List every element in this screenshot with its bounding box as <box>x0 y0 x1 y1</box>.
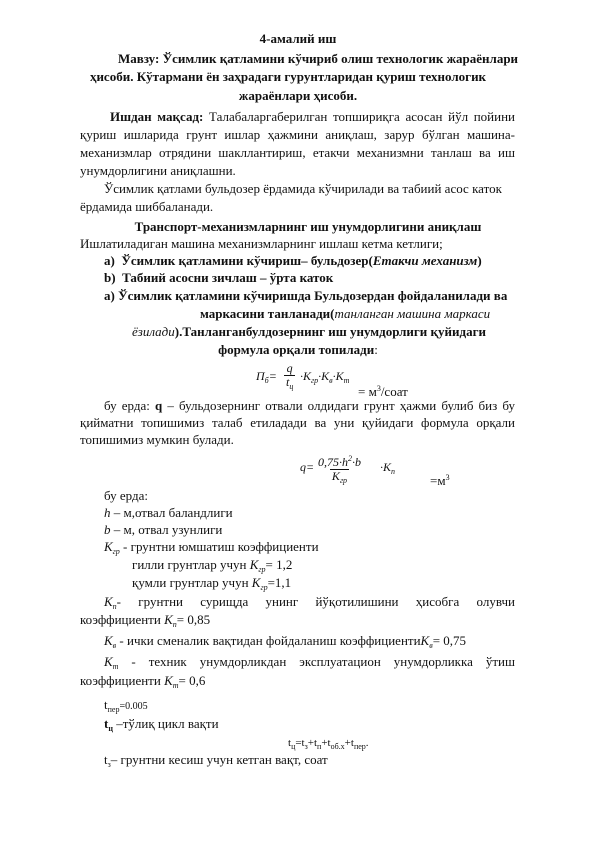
purpose-line-1: Ишдан мақсад: Талабаларгаберилган топшириқга асосан йўл пойини <box>110 109 515 124</box>
tper-value: $t_{пер}=0.005$ <box>104 697 148 714</box>
list-item-b: b) Табиий асосни зичлаш – ўрта каток <box>104 270 334 285</box>
para2-line-2: ёрдамида шиббаланади. <box>80 199 214 214</box>
tc-formula: $t_ц=t_з+t_п+t_{об.х}+t_{пер}$. <box>288 737 369 751</box>
h-definition: h – м,отвал баландлиги <box>104 505 233 520</box>
para2-line-1: Ўсимлик қатлами бульдозер ёрдамида кўчирилади ва табиий асос каток <box>104 181 502 196</box>
purpose-label: Ишдан мақсад: <box>110 109 204 124</box>
purpose-line-3: механизмлар отрядини шакллантириш, етакчи механизмни танлаш ва иш <box>80 145 515 160</box>
kv-definition: $K_в$ - ички сменалик вақтидан фойдаланиш коэффициентиK$_в$= 0,75 <box>104 633 467 650</box>
theme-line-2: ҳисоби. Кўтармани ён заҳрадаги гурунтларидан қуриш технологик <box>89 69 487 84</box>
para-q-line-1: бу ерда: q – бульдозернинг отвали олдидаги грунт ҳажми булиб биз бу <box>104 398 516 413</box>
kp-definition-2: коэффициенти $K_п= 0,85$ <box>80 612 211 629</box>
para-a-line-1: а) Ўсимлик қатламини кўчиришда Бульдозердан фойдаланилади ва <box>104 288 508 303</box>
para-a-line-4: формула орқали топилади: <box>218 342 378 357</box>
purpose-line-4: унумдорлигини аниқлашни. <box>80 163 236 178</box>
para-q-line-3: топишимиз мумкин булади. <box>80 432 234 447</box>
kt-definition: $K_т$ - техник унумдорликдан эксплуатацион унумдорликка ўтиш <box>104 654 515 671</box>
kgr-clay: гилли грунтлар учун $K_{гр}= 1,2$ <box>132 557 293 574</box>
tc-definition: $t_ц$ –тўлиқ цикл вақти <box>104 716 219 733</box>
where-label: бу ерда: <box>104 488 148 503</box>
list-intro: Ишлатиладиган машина механизмларнинг ишлаш кетма кетлиги; <box>80 236 443 251</box>
page-title: 4-амалий иш <box>259 31 337 46</box>
b-definition: b – м, отвал узунлиги <box>104 522 223 537</box>
para-a-line-3: ёзилади).Танланганбулдозернинг иш унумдорлиги қуйидаги <box>132 324 486 339</box>
theme-line-3: жараёнлари ҳисоби. <box>238 88 358 103</box>
document-page: 4-амалий иш Мавзу: Ўсимлик қатламини кўчириб олиш технологик жараёнлари ҳисоби. Кўтармани ён заҳрадаги гурунтларидан қуриш технологик жараёнлари ҳисоби. Ишдан мақсад: Талабаларгаберилган топшириқга асосан йўл пойини қуриш ишларида грунт ишлар ҳажмини аниқлаш, зарур бўлган машина- механизмлар отрядини шакллантириш, етакчи механизмни танлаш ва иш унумдорлигини аниқлашни. Ўсимлик қатлами бульдозер ёрдамида кўчирилади ва табиий асос каток ёрдамида шиббаланади. Транспорт-механизмларнинг иш унумдорлигини аниқлаш Ишлатиладиган машина механизмларнинг ишлаш кетма кетлиги; a) Ўсимлик қатламини кўчириш– бульдозер(Етакчи механизм) b) Табиий асосни зичлаш – ўрта каток а) Ўсимлик қатламини кўчиришда Бульдозердан фойдаланилади ва маркасини танланади(танланган машина маркаси ёзилади).Танланганбулдозернинг иш унумдорлиги қуйидаги формула орқали топилади: $П_б=$ q $t_ц$ $\cdot K_{гр}\cdot K_в\cdot K_т$ = $м^3$/соат бу ерда: q – бульдозернинг отвали олдидаги грунт ҳажми булиб биз бу қийматни топишимиз талаб етиладади ва уни қуйидаги формула орқали топишимиз мумкин булади. q= $0,75\cdot h^2\cdot b$ $K_{гр}$ $\cdot K_п$ $=м^3$ бу ерда: h – м,отвал баландлиги b – м, отвал узунлиги $K_{гр}$ - грунтни юмшатиш коэффициенти гилли грунтлар учун $K_{гр}= 1,2$ қумли грунтлар учун $K_{гр}=1,1$ $K_п-$ грунтни сурищда унинг йўқотилишини ҳисобга олувчи коэффициенти $K_п= 0,85$ $K_в$ - ички сменалик вақтидан фойдаланиш коэффициентиK$_в$= 0,75 $K_т$ - техник унумдорликдан эксплуатацион унумдорликка ўтиш коэффициенти $K_т= 0,6$ $t_{пер}=0.005$ $t_ц$ –тўлиқ цикл вақти $t_ц=t_з+t_п+t_{об.х}+t_{пер}$. $t_з-$ грунтни кесиш учун кетган вақт, соат <box>0 0 596 842</box>
tz-definition: $t_з-$ грунтни кесиш учун кетган вақт, соат <box>104 752 328 769</box>
purpose-line-2: қуриш ишларида грунт ишлар ҳажмини аниқлаш, зарур бўлган машина- <box>80 127 515 142</box>
theme-line-1: Мавзу: Ўсимлик қатламини кўчириб олиш технологик жараёнлари <box>117 51 519 66</box>
kgr-sand: қумли грунтлар учун $K_{гр}=1,1$ <box>132 575 292 592</box>
para-q-line-2: қийматни топишимиз талаб етиладади ва уни қуйидаги формула орқали <box>80 415 515 430</box>
kt-definition-2: коэффициенти $K_т= 0,6$ <box>80 673 206 690</box>
para-a-line-2: маркасини танланади(танланган машина маркаси <box>200 306 491 321</box>
section-heading: Транспорт-механизмларнинг иш унумдорлигини аниқлаш <box>134 219 482 234</box>
kp-definition: $K_п-$ грунтни сурищда унинг йўқотилишини ҳисобга олувчи <box>104 594 515 611</box>
list-item-a: a) Ўсимлик қатламини кўчириш– бульдозер(Етакчи механизм) <box>104 253 482 268</box>
kgr-definition: $K_{гр}$ - грунтни юмшатиш коэффициенти <box>104 539 319 556</box>
